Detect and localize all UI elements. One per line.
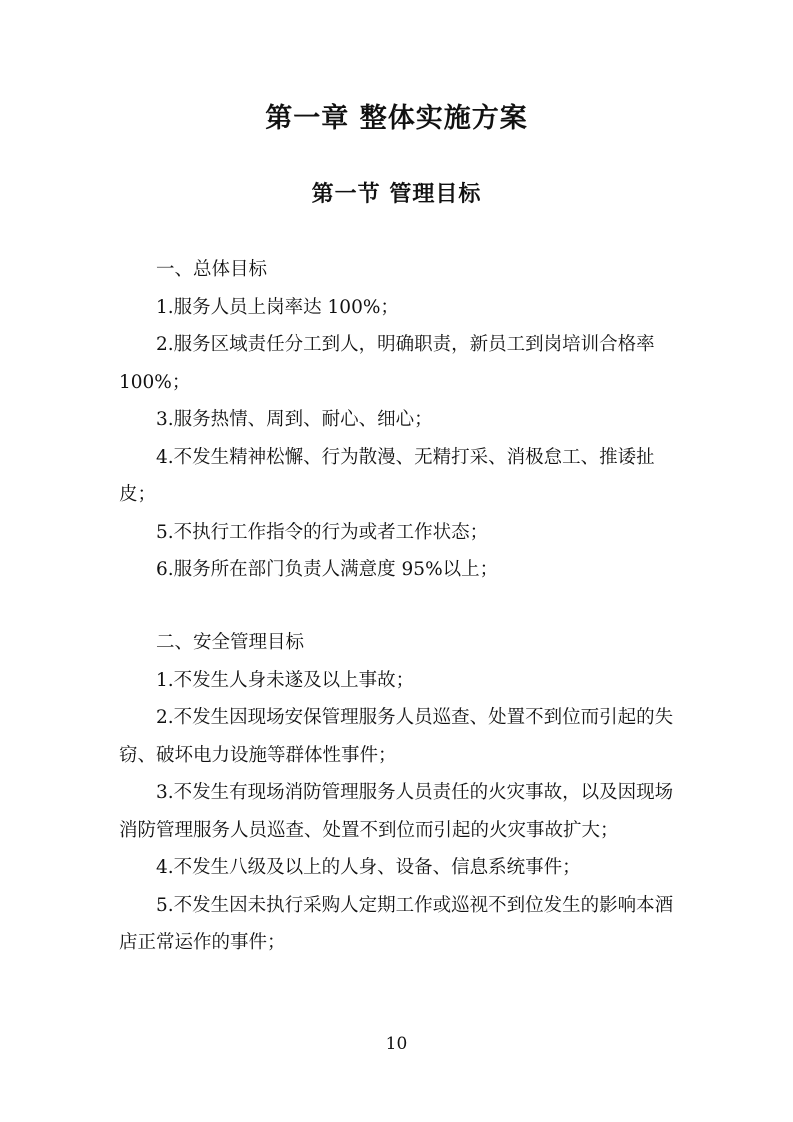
overall-goals-block bbox=[119, 251, 675, 589]
safety-goal-item: 3.不发生有现场消防管理服务人员责任的火灾事故，以及因现场消防管理服务人员巡查、处置不到位而引起的火灾事故扩大； bbox=[119, 782, 674, 841]
safety-goals-heading: 二、安全管理目标 bbox=[156, 632, 305, 653]
safety-goal-item: 5.不发生因未执行采购人定期工作或巡视不到位发生的影响本酒店正常运作的事件； bbox=[119, 894, 674, 953]
safety-goal-item: 2.不发生因现场安保管理服务人员巡查、处置不到位而引起的失窃、破坏电力设施等群体性事件； bbox=[119, 707, 674, 766]
overall-goal-item: 3.服务热情、周到、耐心、细心； bbox=[156, 409, 433, 430]
safety-goal-item: 1.不发生人身未遂及以上事故； bbox=[156, 669, 415, 691]
section-title: 第一节 管理目标 bbox=[311, 181, 482, 207]
overall-goal-item: 5.不执行工作指令的行为或者工作状态； bbox=[156, 521, 489, 543]
safety-goals-block bbox=[119, 624, 675, 962]
overall-goal-item: 4.不发生精神松懈、行为散漫、无精打采、消极怠工、推诿扯皮； bbox=[119, 446, 655, 505]
chapter-title: 第一章 整体实施方案 bbox=[265, 103, 528, 134]
overall-goals-heading: 一、总体目标 bbox=[156, 259, 268, 280]
overall-goal-item: 1.服务人员上岗率达 100%； bbox=[156, 296, 399, 318]
overall-goal-item: 2.服务区域责任分工到人，明确职责，新员工到岗培训合格率 100%； bbox=[119, 334, 655, 393]
overall-goal-item: 6.服务所在部门负责人满意度 95%以上； bbox=[156, 559, 499, 580]
page-number: 10 bbox=[385, 1034, 408, 1054]
safety-goal-item: 4.不发生八级及以上的人身、设备、信息系统事件； bbox=[156, 857, 581, 878]
